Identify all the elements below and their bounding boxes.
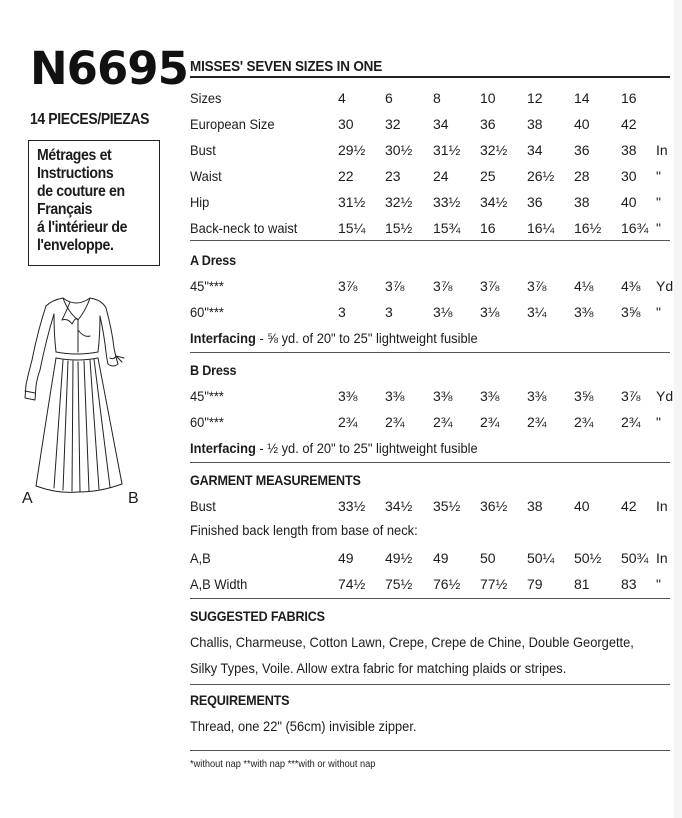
table-cell: 16	[480, 220, 496, 236]
table-cell: 36½	[480, 498, 508, 514]
table-cell: 3⅜	[480, 388, 500, 404]
divider	[190, 750, 670, 751]
unit-label: Yd	[656, 278, 674, 294]
table-cell: 50½	[574, 550, 602, 566]
table-cell: 34½	[385, 498, 413, 514]
table-cell: 6	[385, 90, 393, 106]
table-cell: 30½	[385, 142, 413, 158]
table-cell: 28	[574, 168, 590, 184]
divider	[190, 598, 670, 599]
table-cell: 15¾	[433, 220, 461, 236]
table-cell: 40	[574, 116, 590, 132]
unit-label: "	[656, 220, 661, 236]
table-cell: 2¾	[480, 414, 500, 430]
garment-measurements-heading: GARMENT MEASUREMENTS	[190, 472, 361, 488]
unit-label: "	[656, 168, 661, 184]
divider	[190, 240, 670, 241]
table-cell: 3⅞	[621, 388, 641, 404]
unit-label: "	[656, 194, 661, 210]
table-cell: 49	[338, 550, 354, 566]
table-cell: 32½	[385, 194, 413, 210]
table-cell: 81	[574, 576, 590, 592]
table-cell: 3⅝	[621, 304, 641, 320]
row-label: Bust	[190, 498, 216, 514]
table-cell: 32	[385, 116, 401, 132]
table-cell: 31½	[433, 142, 461, 158]
row-label: Sizes	[190, 90, 222, 106]
table-cell: 42	[621, 498, 637, 514]
dress-a-interfacing	[190, 330, 478, 346]
unit-label: "	[656, 576, 661, 592]
table-cell: 10	[480, 90, 496, 106]
table-cell: 3⅞	[433, 278, 453, 294]
fabrics-line-2: Silky Types, Voile. Allow extra fabric for matching plaids or stripes.	[190, 660, 567, 676]
table-cell: 3⅜	[527, 388, 547, 404]
table-cell: 16	[621, 90, 637, 106]
table-cell: 14	[574, 90, 590, 106]
dress-b-heading: B Dress	[190, 362, 237, 378]
unit-label: In	[656, 550, 668, 566]
table-cell: 31½	[338, 194, 366, 210]
french-instructions-box	[28, 140, 160, 266]
title-rule	[190, 76, 670, 78]
table-cell: 42	[621, 116, 637, 132]
table-cell: 40	[621, 194, 637, 210]
dress-a-heading: A Dress	[190, 252, 236, 268]
unit-label: Yd	[656, 388, 674, 404]
view-label-b: B	[128, 490, 139, 507]
table-cell: 2¾	[527, 414, 547, 430]
table-cell: 4⅜	[621, 278, 641, 294]
table-cell: 2¾	[433, 414, 453, 430]
table-cell: 3¼	[527, 304, 547, 320]
french-line: Français	[37, 201, 93, 218]
french-line: Métrages et	[37, 147, 112, 164]
unit-label: "	[656, 304, 661, 320]
table-cell: 50¾	[621, 550, 649, 566]
row-label: 45"***	[190, 278, 224, 294]
table-cell: 12	[527, 90, 543, 106]
table-cell: 30	[338, 116, 354, 132]
table-cell: 74½	[338, 576, 366, 592]
table-cell: 35½	[433, 498, 461, 514]
table-cell: 3	[385, 304, 393, 320]
row-label: 45"***	[190, 388, 224, 404]
table-cell: 75½	[385, 576, 413, 592]
row-label: 60"***	[190, 414, 224, 430]
table-cell: 3⅜	[574, 304, 594, 320]
divider	[190, 684, 670, 685]
back-length-subheading: Finished back length from base of neck:	[190, 522, 418, 538]
table-cell: 36	[527, 194, 543, 210]
table-cell: 50	[480, 550, 496, 566]
divider	[190, 352, 670, 353]
table-cell: 24	[433, 168, 449, 184]
pieces-count: 14 PIECES/PIEZAS	[30, 111, 150, 128]
page-edge	[674, 0, 682, 818]
dress-b-interfacing	[190, 440, 478, 456]
row-label: A,B Width	[190, 576, 248, 592]
table-cell: 23	[385, 168, 401, 184]
fabrics-line-1: Challis, Charmeuse, Cotton Lawn, Crepe, Crepe de Chine, Double Georgette,	[190, 634, 634, 650]
row-label: Hip	[190, 194, 210, 210]
table-cell: 3⅝	[574, 388, 594, 404]
view-label-a: A	[22, 490, 33, 507]
table-cell: 3⅜	[338, 388, 358, 404]
table-cell: 4	[338, 90, 346, 106]
unit-label: In	[656, 142, 668, 158]
table-cell: 38	[527, 116, 543, 132]
row-label: Back-neck to waist	[190, 220, 298, 236]
table-cell: 83	[621, 576, 637, 592]
table-cell: 3⅜	[433, 388, 453, 404]
table-cell: 29½	[338, 142, 366, 158]
table-cell: 34	[527, 142, 543, 158]
row-label: Waist	[190, 168, 222, 184]
table-cell: 16½	[574, 220, 602, 236]
interfacing-text: - ½ yd. of 20" to 25" lightweight fusible	[255, 440, 478, 456]
table-cell: 33½	[338, 498, 366, 514]
table-cell: 16¾	[621, 220, 649, 236]
table-cell: 34½	[480, 194, 508, 210]
table-cell: 4⅛	[574, 278, 594, 294]
table-cell: 76½	[433, 576, 461, 592]
table-cell: 8	[433, 90, 441, 106]
table-cell: 3⅞	[385, 278, 405, 294]
page-title: MISSES' SEVEN SIZES IN ONE	[190, 58, 383, 75]
row-label: European Size	[190, 116, 275, 132]
french-line: Instructions	[37, 165, 114, 182]
table-cell: 2¾	[621, 414, 641, 430]
table-cell: 3	[338, 304, 346, 320]
requirements-text: Thread, one 22" (56cm) invisible zipper.	[190, 718, 417, 734]
table-cell: 79	[527, 576, 543, 592]
interfacing-text: - ⅝ yd. of 20" to 25" lightweight fusible	[255, 330, 478, 346]
french-line: de couture en	[37, 183, 125, 200]
divider	[190, 462, 670, 463]
table-cell: 38	[621, 142, 637, 158]
table-cell: 2¾	[385, 414, 405, 430]
row-label: A,B	[190, 550, 211, 566]
table-cell: 3⅞	[527, 278, 547, 294]
table-cell: 26½	[527, 168, 555, 184]
table-cell: 50¼	[527, 550, 555, 566]
table-cell: 49½	[385, 550, 413, 566]
table-cell: 15¼	[338, 220, 366, 236]
table-cell: 22	[338, 168, 354, 184]
interfacing-label: Interfacing	[190, 330, 256, 346]
table-cell: 38	[527, 498, 543, 514]
table-cell: 3⅜	[385, 388, 405, 404]
row-label: 60"***	[190, 304, 224, 320]
unit-label: In	[656, 498, 668, 514]
unit-label: "	[656, 414, 661, 430]
suggested-fabrics-heading: SUGGESTED FABRICS	[190, 608, 325, 624]
table-cell: 77½	[480, 576, 508, 592]
table-cell: 33½	[433, 194, 461, 210]
table-cell: 15½	[385, 220, 413, 236]
requirements-heading: REQUIREMENTS	[190, 692, 290, 708]
interfacing-label: Interfacing	[190, 440, 256, 456]
table-cell: 25	[480, 168, 496, 184]
dress-illustration	[18, 290, 138, 495]
table-cell: 3⅞	[338, 278, 358, 294]
table-cell: 3⅞	[480, 278, 500, 294]
table-cell: 49	[433, 550, 449, 566]
french-line: á l'intérieur de	[37, 219, 128, 236]
table-cell: 30	[621, 168, 637, 184]
table-cell: 2¾	[574, 414, 594, 430]
table-cell: 36	[574, 142, 590, 158]
table-cell: 16¼	[527, 220, 555, 236]
french-line: l'enveloppe.	[37, 237, 114, 254]
nap-footnote: *without nap **with nap ***with or without nap	[190, 758, 376, 770]
table-cell: 3⅛	[480, 304, 500, 320]
pattern-number: N6695	[30, 42, 188, 95]
table-cell: 38	[574, 194, 590, 210]
row-label: Bust	[190, 142, 216, 158]
table-cell: 2¾	[338, 414, 358, 430]
table-cell: 40	[574, 498, 590, 514]
table-cell: 34	[433, 116, 449, 132]
table-cell: 3⅛	[433, 304, 453, 320]
table-cell: 32½	[480, 142, 508, 158]
table-cell: 36	[480, 116, 496, 132]
